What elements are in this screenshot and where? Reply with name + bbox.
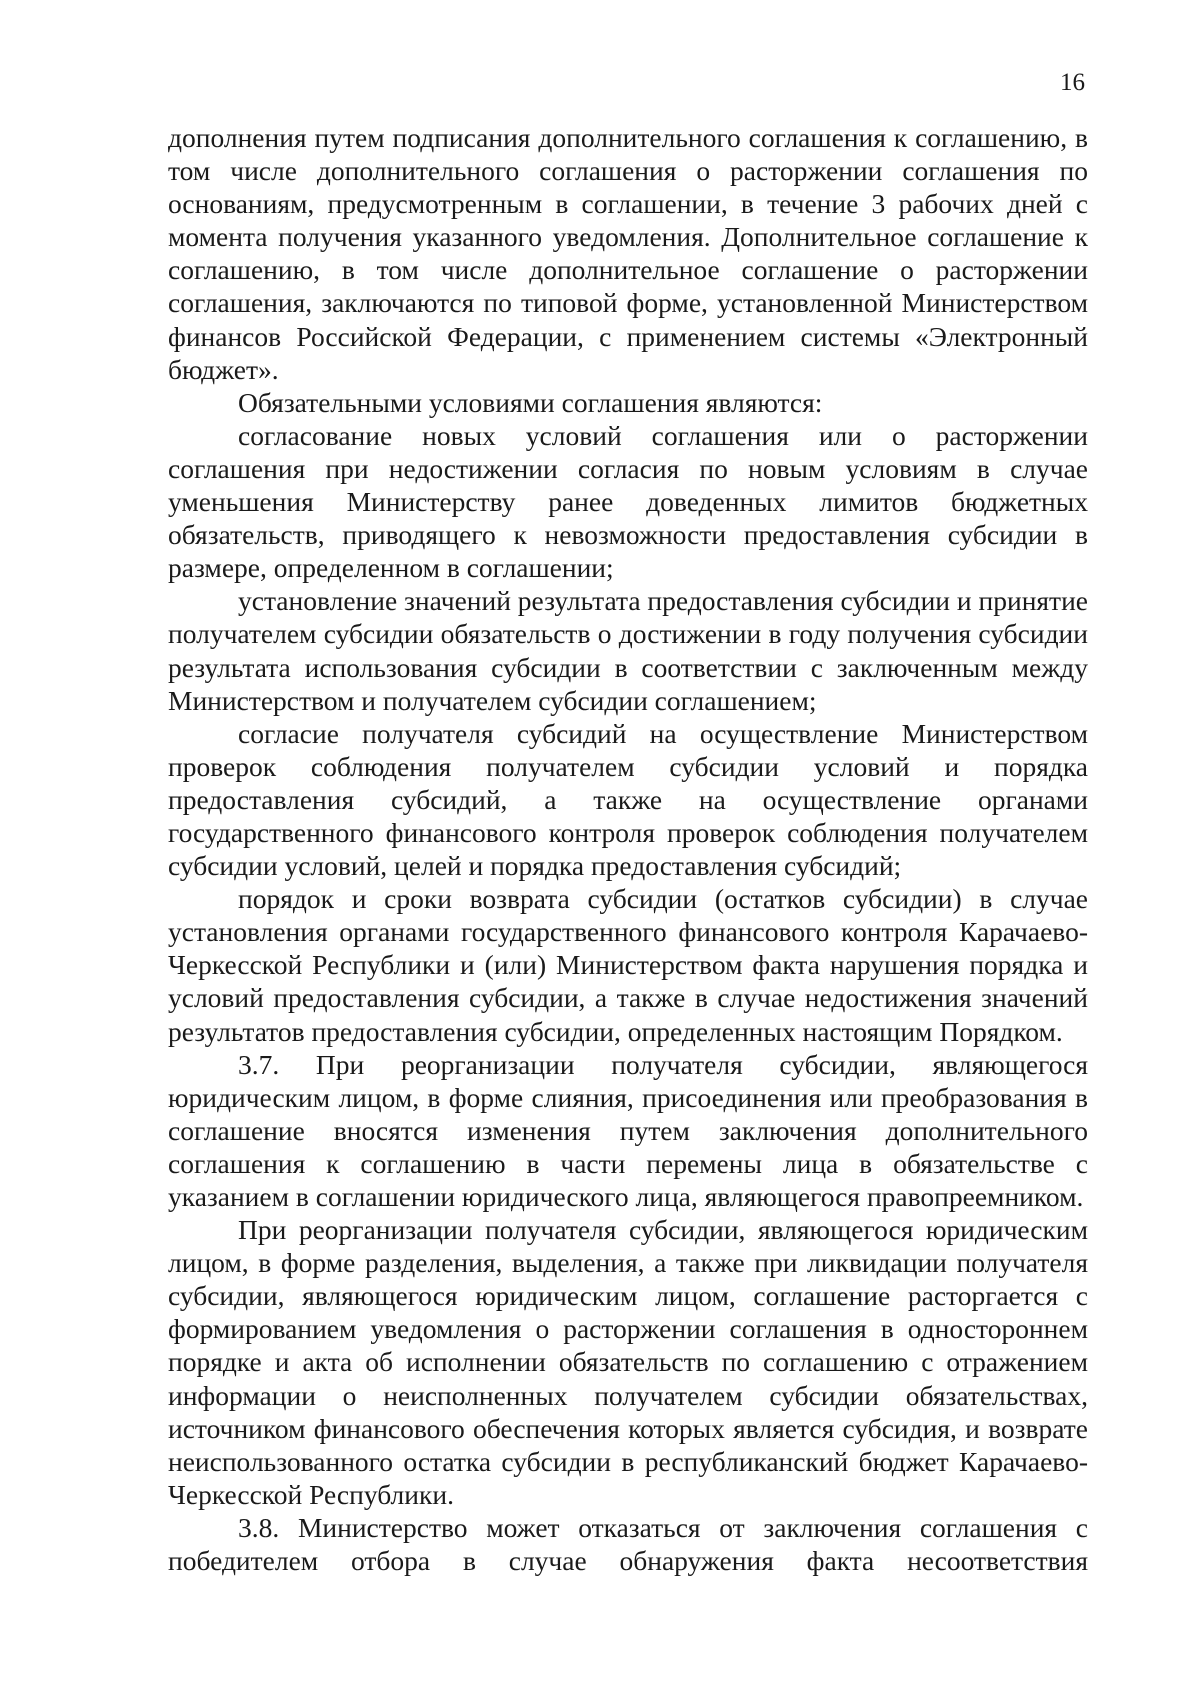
paragraph-section-3-7: 3.7. При реорганизации получателя субсидии, являющегося юридическим лицом, в форме слияния, присоединения или преобразования в соглашение вносятся изменения путем заключения дополнительного соглашения к соглашению в части перемены лица в обязательстве с указанием в соглашении юридического лица, являющегося правопреемником. [168,1048,1088,1212]
body-text [168,121,1088,1577]
paragraph-reorganization-division: При реорганизации получателя субсидии, являющегося юридическим лицом, в форме разделения, выделения, а также при ликвидации получателя субсидии, являющегося юридическим лицом, соглашение расторгается с формированием уведомления о расторжении соглашения в одностороннем порядке и акта об исполнении обязательств по соглашению с отражением информации о неисполненных получателем субсидии обязательствах, источником финансового обеспечения которых является субсидия, и возврате неиспользованного остатка субсидии в республиканский бюджет Карачаево-Черкесской Республики. [168,1214,1088,1510]
paragraph-condition-result-values: установление значений результата предоставления субсидии и принятие получателем субсидии обязательств о достижении в году получения субсидии результата использования субсидии в соответствии с заключенным между Министерством и получателем субсидии соглашением; [168,585,1088,716]
paragraph-continuation: дополнения путем подписания дополнительного соглашения к соглашению, в том числе дополнительного соглашения о расторжении соглашения по основаниям, предусмотренным в соглашении, в течение 3 рабочих дней с момента получения указанного уведомления. Дополнительное соглашение к соглашению, в том числе дополнительное соглашение о расторжении соглашения, заключаются по типовой форме, установленной Министерством финансов Российской Федерации, с применением системы «Электронный бюджет». [168,122,1088,385]
paragraph-section-3-8: 3.8. Министерство может отказаться от заключения соглашения с победителем отбора в случае обнаружения факта несоответствия [168,1511,1088,1577]
paragraph-condition-new-terms: согласование новых условий соглашения или о расторжении соглашения при недостижении согласия по новым условиям в случае уменьшения Министерству ранее доведенных лимитов бюджетных обязательств, приводящего к невозможности предоставления субсидии в размере, определенном в соглашении; [168,419,1088,584]
paragraph-mandatory-conditions-intro: Обязательными условиями соглашения являются: [238,386,823,418]
page-number: 16 [1060,69,1085,96]
paragraph-condition-inspections: согласие получателя субсидий на осуществление Министерством проверок соблюдения получателем субсидии условий и порядка предоставления субсидий, а также на осуществление органами государственного финансового контроля проверок соблюдения получателем субсидии условий, целей и порядка предоставления субсидий; [168,717,1088,882]
paragraph-condition-refund: порядок и сроки возврата субсидии (остатков субсидии) в случае установления органами государственного финансового контроля Карачаево-Черкесской Республики и (или) Министерством факта нарушения порядка и условий предоставления субсидии, а также в случае недостижения значений результатов предоставления субсидии, определенных настоящим Порядком. [168,883,1088,1047]
